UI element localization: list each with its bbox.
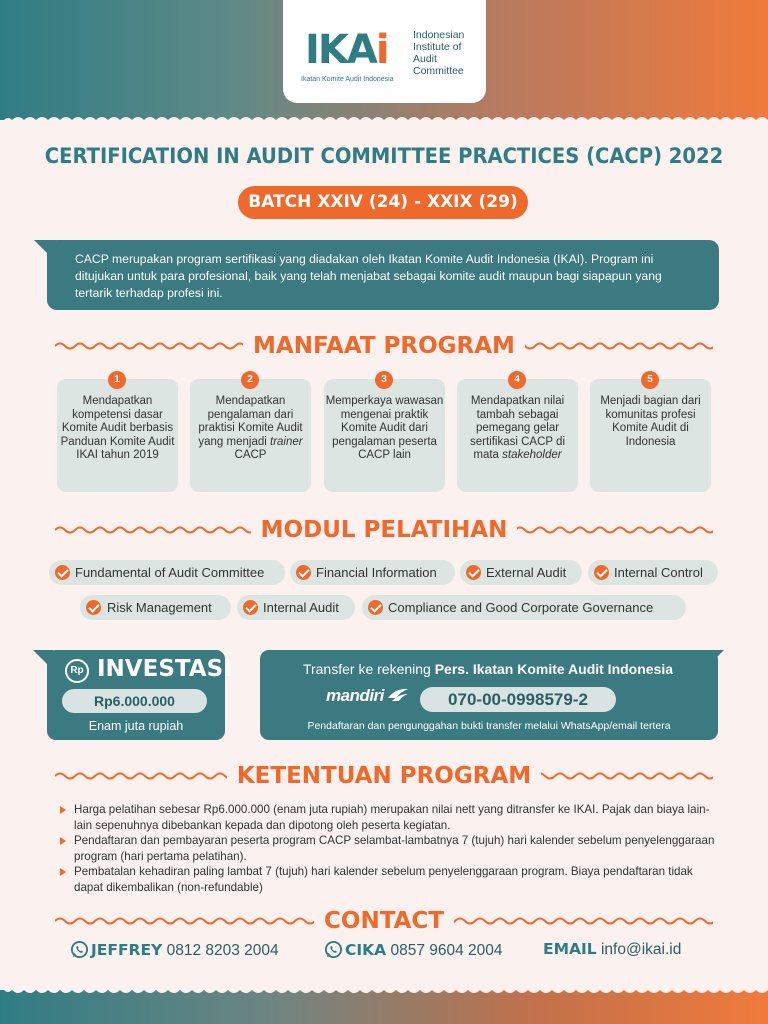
- rules-heading: [55, 758, 713, 794]
- logo-card: [283, 0, 486, 103]
- bottom-wave-edge: [0, 984, 768, 998]
- whatsapp-icon: [324, 940, 343, 959]
- benefit-card-4: [457, 374, 578, 492]
- rule-item: Pendaftaran dan pembayaran peserta program CACP selambat-lambatnya 7 (tujuh) hari kalender sebelum penyelenggaraan program (hari pertama pelatihan).: [57, 833, 717, 864]
- contact-jeffrey[interactable]: JEFFREY 0812 8203 2004: [70, 940, 279, 964]
- benefits-title: MANFAAT PROGRAM: [243, 333, 525, 359]
- benefit-card-2: [190, 374, 311, 492]
- benefits-heading: [55, 328, 713, 364]
- benefit-text: Memperkaya wawasan mengenai praktik Komite Audit dari pengalaman peserta CACP lain: [325, 395, 444, 461]
- whatsapp-icon: [70, 940, 89, 959]
- benefit-card-5: [590, 374, 711, 492]
- benefit-text: Mendapatkan pengalaman dari praktisi Komite Audit yang menjadi trainer CACP: [198, 395, 303, 461]
- contact-email[interactable]: EMAIL info@ikai.id: [543, 940, 682, 958]
- rules-list: [57, 802, 717, 895]
- benefit-number: 3: [375, 371, 393, 389]
- price-badge: Rp6.000.000: [62, 689, 207, 713]
- benefit-number: 2: [241, 371, 259, 389]
- page-title: CERTIFICATION IN AUDIT COMMITTEE PRACTICES (CACP) 2022: [44, 144, 724, 168]
- account-name: Pers. Ikatan Komite Audit Indonesia: [434, 661, 674, 677]
- intro-box: CACP merupakan program sertifikasi yang diadakan oleh Ikatan Komite Audit Indonesia (IKAI). Program ini ditujukan untuk para profesional, baik yang telah menjabat sebagai komite audit maupun bagi siapapun yang tertarik terhadap profesi ini.: [47, 240, 719, 310]
- transfer-note: Pendaftaran dan pengunggahan bukti transfer melalui WhatsApp/email tertera: [307, 720, 671, 732]
- module-pill: Risk Management: [80, 595, 231, 620]
- investment-box: [47, 650, 232, 740]
- check-icon: [243, 600, 258, 615]
- transfer-box: [260, 650, 718, 740]
- check-icon: [594, 565, 609, 580]
- benefit-number: 1: [108, 371, 126, 389]
- rupiah-icon: Rp: [65, 659, 89, 683]
- benefit-text: Mendapatkan kompetensi dasar Komite Audit berbasis Panduan Komite Audit IKAI tahun 2019: [60, 395, 175, 461]
- module-pill: Internal Audit: [237, 595, 355, 620]
- contact-title: CONTACT: [314, 908, 454, 934]
- modules-heading: [55, 512, 713, 548]
- check-icon: [368, 600, 383, 615]
- price-words: Enam juta rupiah: [88, 719, 184, 733]
- module-pill: External Audit: [460, 560, 582, 585]
- ikai-logo: IKAi: [305, 27, 388, 73]
- org-name: Indonesian Institute of Audit Committee: [413, 29, 465, 77]
- rule-item: Harga pelatihan sebesar Rp6.000.000 (enam juta rupiah) merupakan nilai nett yang ditransfer ke IKAI. Pajak dan biaya lain-lain sepenuhnya dibebankan kepada dan dipotong oleh peserta kegiatan.: [57, 802, 717, 833]
- logo-subtitle: Ikatan Komite Audit Indonesia: [301, 76, 394, 83]
- contact-cika[interactable]: CIKA 0857 9604 2004: [324, 940, 503, 964]
- benefit-card-1: [57, 374, 178, 492]
- email-link[interactable]: info@ikai.id: [600, 941, 682, 958]
- benefit-number: 4: [508, 371, 526, 389]
- benefit-card-3: [324, 374, 445, 492]
- benefit-text: Mendapatkan nilai tambah sebagai pemegang gelar sertifikasi CACP di mata stakeholder: [469, 395, 565, 461]
- account-number: 070-00-0998579-2: [420, 687, 616, 712]
- module-pill: Compliance and Good Corporate Governance: [362, 595, 686, 620]
- check-icon: [86, 600, 101, 615]
- check-icon: [296, 565, 311, 580]
- module-pill: Financial Information: [290, 560, 455, 585]
- module-pill: Internal Control: [588, 560, 718, 585]
- bank-logo: mandiri: [326, 686, 384, 705]
- benefit-number: 5: [641, 371, 659, 389]
- investment-title: INVESTASI: [97, 656, 232, 682]
- rules-title: KETENTUAN PROGRAM: [227, 763, 541, 789]
- modules-title: MODUL PELATIHAN: [251, 517, 518, 543]
- contact-heading: [55, 903, 713, 939]
- top-wave-edge: [0, 112, 768, 126]
- transfer-line: Transfer ke rekening Pers. Ikatan Komite Audit Indonesia: [302, 661, 674, 677]
- bank-wing-icon: [386, 686, 410, 702]
- batch-badge: BATCH XXIV (24) - XXIX (29): [238, 186, 528, 219]
- rule-item: Pembatalan kehadiran paling lambat 7 (tujuh) hari kalender sebelum penyelenggaraan program. Biaya pendaftaran tidak dapat dikembalikan (non-refundable): [57, 864, 717, 895]
- check-icon: [466, 565, 481, 580]
- check-icon: [55, 565, 70, 580]
- module-pill: Fundamental of Audit Committee: [49, 560, 285, 585]
- benefit-text: Menjadi bagian dari komunitas profesi Komite Audit di Indonesia: [600, 395, 701, 448]
